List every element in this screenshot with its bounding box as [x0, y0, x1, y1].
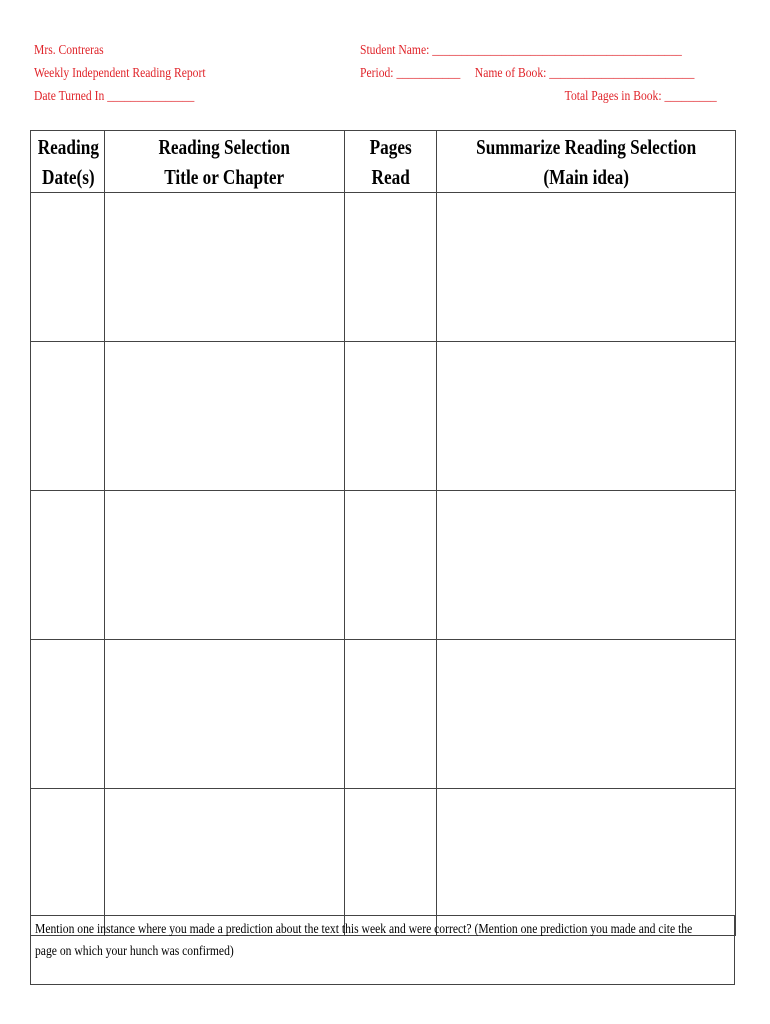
pages-read-cell[interactable]	[345, 342, 437, 491]
column-header-reading-dates: Reading Date(s)	[31, 131, 105, 193]
table-header-row	[31, 131, 736, 193]
reading-selection-cell[interactable]	[105, 789, 345, 936]
period-field[interactable]: Period: ___________	[360, 65, 461, 80]
pages-read-cell[interactable]	[345, 193, 437, 342]
teacher-name: Mrs. Contreras	[34, 42, 104, 57]
table-row	[31, 491, 736, 640]
book-name-field[interactable]: Name of Book: _________________________	[474, 65, 695, 80]
header-right	[360, 38, 717, 107]
reading-selection-cell[interactable]	[105, 491, 345, 640]
reading-date-cell[interactable]	[31, 789, 105, 936]
summary-cell[interactable]	[437, 342, 736, 491]
pages-read-cell[interactable]	[345, 491, 437, 640]
table-row	[31, 640, 736, 789]
reading-date-cell[interactable]	[31, 640, 105, 789]
prediction-response-box[interactable]	[30, 915, 735, 985]
prediction-prompt: Mention one instance where you made a prediction about the text this week and were correct? (Mention one prediction you made and cite the page on which your hunch was confirmed)	[35, 922, 693, 959]
reading-selection-cell[interactable]	[105, 342, 345, 491]
summary-cell[interactable]	[437, 491, 736, 640]
summary-cell[interactable]	[437, 789, 736, 936]
period-and-book-row	[360, 61, 717, 84]
reading-log-table	[30, 130, 736, 936]
header-left	[34, 38, 206, 107]
date-turned-in-field[interactable]: Date Turned In _______________	[34, 88, 195, 103]
table-row	[31, 789, 736, 936]
table-row	[31, 342, 736, 491]
reading-date-cell[interactable]	[31, 193, 105, 342]
table-row	[31, 193, 736, 342]
column-header-pages-read: Pages Read	[345, 131, 437, 193]
reading-selection-cell[interactable]	[105, 193, 345, 342]
pages-read-cell[interactable]	[345, 640, 437, 789]
reading-date-cell[interactable]	[31, 342, 105, 491]
column-header-summary: Summarize Reading Selection (Main idea)	[437, 131, 736, 193]
report-title: Weekly Independent Reading Report	[34, 65, 206, 80]
total-pages-field[interactable]: Total Pages in Book: _________	[564, 88, 717, 103]
pages-read-cell[interactable]	[345, 789, 437, 936]
reading-selection-cell[interactable]	[105, 640, 345, 789]
reading-date-cell[interactable]	[31, 491, 105, 640]
column-header-reading-selection: Reading Selection Title or Chapter	[105, 131, 345, 193]
summary-cell[interactable]	[437, 640, 736, 789]
summary-cell[interactable]	[437, 193, 736, 342]
student-name-field[interactable]: Student Name: ___________________________________________	[360, 42, 682, 57]
